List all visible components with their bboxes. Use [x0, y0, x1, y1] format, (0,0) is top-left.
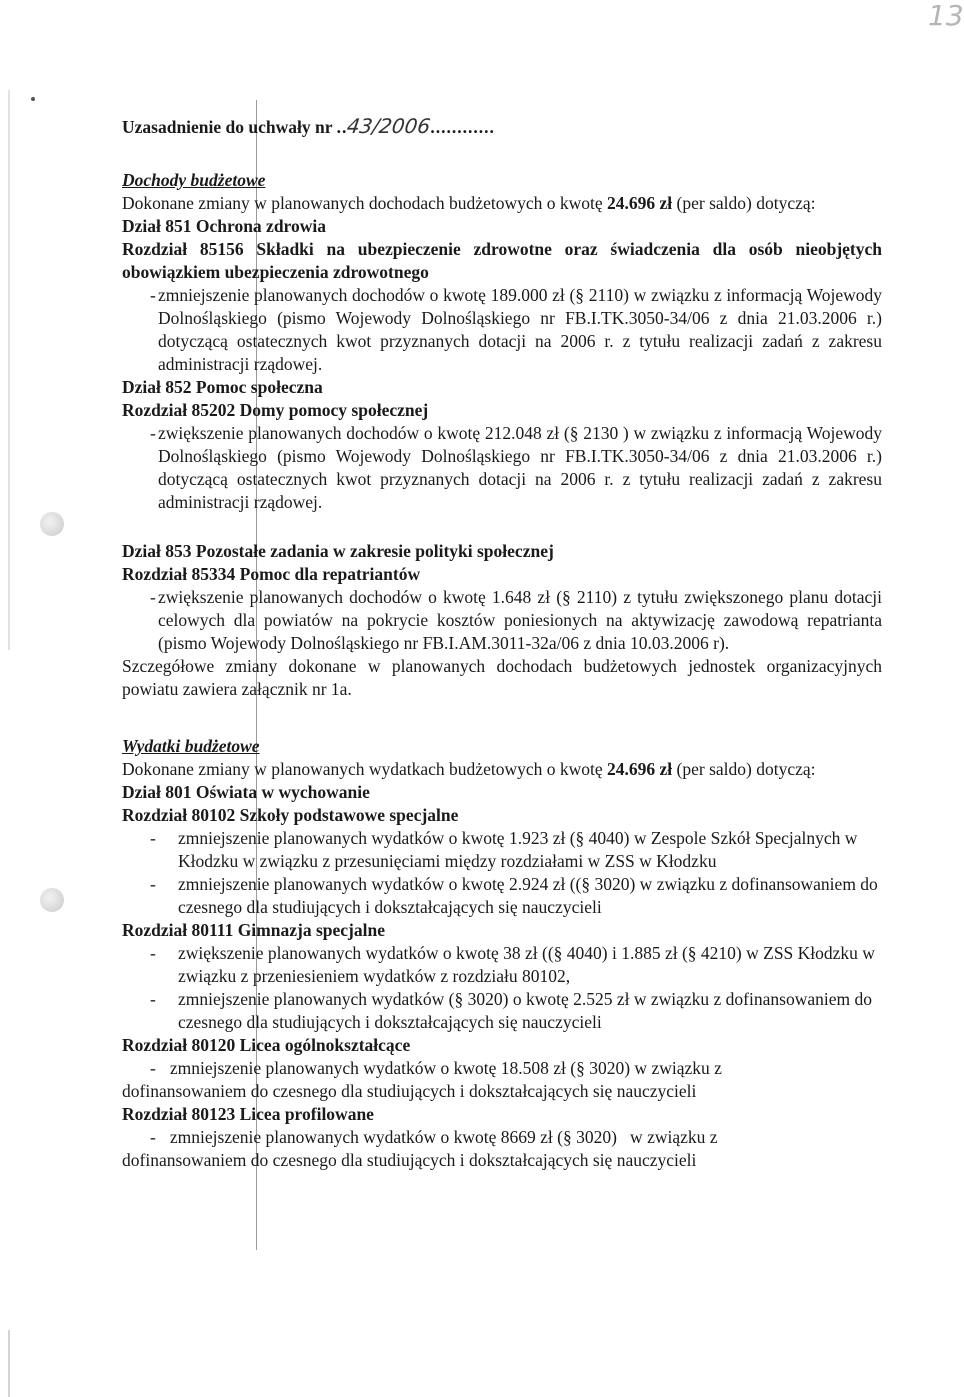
bullet-dash: - [150, 943, 156, 963]
rozdzial-80120: Rozdział 80120 Licea ogólnokształcące [122, 1035, 411, 1055]
item-text: zmniejszenie planowanych wydatków o kwotę 8669 zł (§ 3020) w związku z [169, 1127, 718, 1147]
bullet-dash: - [150, 1127, 156, 1147]
expenses-intro [122, 758, 882, 781]
dzial-851: Dział 851 Ochrona zdrowia [122, 216, 327, 236]
rozdzial-85202: Rozdział 85202 Domy pomocy społecznej [122, 400, 429, 420]
bullet-dash: - [150, 1058, 156, 1078]
document-body [122, 115, 882, 1172]
intro-text: Dokonane zmiany w planowanych wydatkach budżetowych o kwotę [122, 759, 607, 779]
list-item [122, 1057, 882, 1080]
intro-text: Dokonane zmiany w planowanych dochodach budżetowych o kwotę [122, 193, 607, 213]
intro-text: (per saldo) dotyczą: [672, 193, 816, 213]
item-continuation: dofinansowaniem do czesnego dla studiujących i dokształcających się nauczycieli [122, 1081, 697, 1101]
dzial-853: Dział 853 Pozostałe zadania w zakresie polityki społecznej [122, 541, 554, 561]
title-dots: ............ [430, 117, 495, 137]
rozdzial-80102: Rozdział 80102 Szkoły podstawowe specjalne [122, 805, 459, 825]
item-text: zmniejszenie planowanych dochodów o kwotę 189.000 zł (§ 2110) w związku z informacją Wojewody Dolnośląskiego (pismo Wojewody Dolnośląskiego nr FB.I.TK.3050-34/06 z dnia 21.03.2006 r.) dotyczącą ostatecznych kwot przyznanych dotacji na 2006 r. z tytułu realizacji zadań z zakresu administracji rządowej. [158, 285, 882, 374]
intro-amount: 24.696 zł [607, 193, 673, 213]
income-closing: Szczegółowe zmiany dokonane w planowanych dochodach budżetowych jednostek organizacyjnych powiatu zawiera załącznik nr 1a. [122, 656, 882, 699]
item-text: zwiększenie planowanych dochodów o kwotę 212.048 zł (§ 2130 ) w związku z informacją Wojewody Dolnośląskiego (pismo Wojewody Dolnośląskiego nr FB.I.TK.3050-34/06 z dnia 21.03.2006 r.) dotyczącą ostatecznych kwot przyznanych dotacji na 2006 r. z tytułu realizacji zadań z zakresu administracji rządowej. [158, 423, 882, 512]
bullet-dash: - [150, 423, 156, 443]
handwritten-number: 43/2006 [345, 114, 433, 138]
intro-amount: 24.696 zł [607, 759, 673, 779]
item-text: zmniejszenie planowanych wydatków o kwotę 1.923 zł (§ 4040) w Zespole Szkół Specjalnych w Kłodzku w związku z przesunięciami między rozdziałami w ZSS w Kłodzku [178, 828, 858, 871]
list-item [122, 586, 882, 655]
rozdzial-80111: Rozdział 80111 Gimnazja specjalne [122, 920, 385, 940]
bullet-dash: - [150, 285, 156, 305]
bullet-dash: - [150, 874, 156, 894]
bullet-dash: - [150, 587, 156, 607]
list-item [122, 988, 882, 1034]
list-item [122, 827, 882, 873]
list-item [122, 422, 882, 514]
punch-hole [40, 512, 64, 536]
list-item [122, 873, 882, 919]
punch-hole [40, 888, 64, 912]
bullet-dash: - [150, 989, 156, 1009]
item-text: zwiększenie planowanych dochodów o kwotę 1.648 zł (§ 2110) z tytułu zwiększonego planu dotacji celowych dla powiatów na pokrycie kosztów poniesionych na aktywizację zawodową repatrianta (pismo Wojewody Dolnośląskiego nr FB.I.AM.3011-32a/06 z dnia 10.03.2006 r). [158, 587, 882, 653]
rozdzial-80123: Rozdział 80123 Licea profilowane [122, 1104, 374, 1124]
expenses-heading: Wydatki budżetowe [122, 736, 260, 756]
scan-edge [8, 90, 10, 650]
intro-text: (per saldo) dotyczą: [672, 759, 816, 779]
income-intro [122, 192, 882, 215]
title-text: Uzasadnienie do uchwały nr [122, 117, 337, 137]
document-title [122, 115, 882, 139]
scan-speck [31, 97, 35, 101]
page-number: 13 [928, 0, 964, 32]
item-continuation: dofinansowaniem do czesnego dla studiujących i dokształcających się nauczycieli [122, 1150, 697, 1170]
dzial-852: Dział 852 Pomoc społeczna [122, 377, 323, 397]
list-item [122, 1126, 882, 1149]
scan-edge [8, 1330, 10, 1397]
item-text: zmniejszenie planowanych wydatków o kwotę 18.508 zł (§ 3020) w związku z [169, 1058, 722, 1078]
income-heading: Dochody budżetowe [122, 170, 266, 190]
bullet-dash: - [150, 828, 156, 848]
item-text: zmniejszenie planowanych wydatków o kwotę 2.924 zł ((§ 3020) w związku z dofinansowaniem do czesnego dla studiujących i dokształcających się nauczycieli [178, 874, 878, 917]
list-item [122, 942, 882, 988]
rozdzial-85156: Rozdział 85156 Składki na ubezpieczenie zdrowotne oraz świadczenia dla osób nieobjętych obowiązkiem ubezpieczenia zdrowotnego [122, 239, 882, 282]
item-text: zmniejszenie planowanych wydatków (§ 3020) o kwotę 2.525 zł w związku z dofinansowaniem do czesnego dla studiujących i dokształcających się nauczycieli [178, 989, 872, 1032]
title-dots: .. [336, 117, 348, 137]
item-text: zwiększenie planowanych wydatków o kwotę 38 zł ((§ 4040) i 1.885 zł (§ 4210) w ZSS Kłodzku w związku z przeniesieniem wydatków z rozdziału 80102, [178, 943, 875, 986]
list-item [122, 284, 882, 376]
rozdzial-85334: Rozdział 85334 Pomoc dla repatriantów [122, 564, 421, 584]
dzial-801: Dział 801 Oświata w wychowanie [122, 782, 370, 802]
